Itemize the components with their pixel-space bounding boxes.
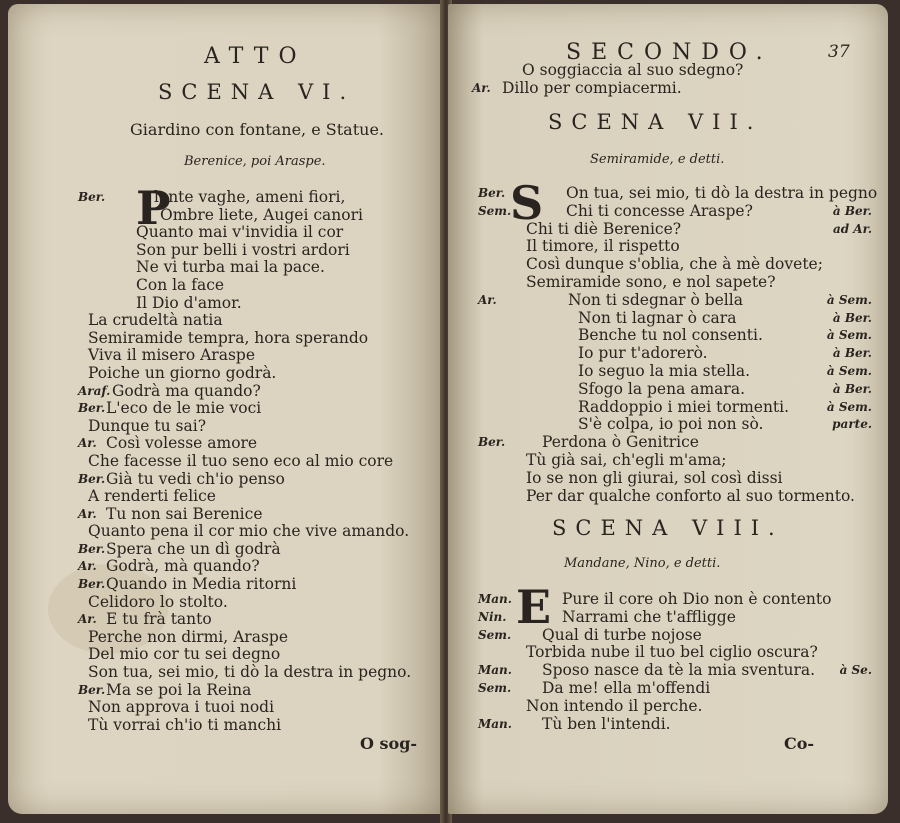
line-text: Tù ben l'intendi. bbox=[542, 714, 671, 733]
line-text: Semiramide tempra, hora sperando bbox=[88, 328, 369, 347]
stage-direction: à Sem. bbox=[826, 292, 872, 307]
verse-line bbox=[478, 644, 872, 662]
line-text: Del mio cor tu sei degno bbox=[88, 645, 281, 664]
verse-line bbox=[78, 594, 438, 612]
verse-line bbox=[78, 383, 438, 401]
verse-line bbox=[478, 363, 872, 381]
drop-capital: E bbox=[516, 580, 552, 634]
line-text: Ma se poi la Reina bbox=[106, 680, 252, 699]
verse-lines bbox=[478, 184, 878, 505]
line-text: S'è colpa, io poi non sò. bbox=[578, 415, 764, 434]
line-text: Viva il misero Araspe bbox=[88, 346, 255, 365]
scene-characters: Semiramide, e detti. bbox=[590, 152, 725, 167]
speaker-label: Ber. bbox=[78, 541, 106, 556]
line-text: Il Dio d'amor. bbox=[136, 293, 242, 312]
verse-line bbox=[478, 488, 872, 506]
verse-line bbox=[478, 434, 872, 452]
line-text: E tu frà tanto bbox=[106, 610, 212, 629]
verse-line bbox=[78, 418, 438, 436]
scene-characters: Berenice, poi Araspe. bbox=[184, 154, 326, 169]
stage-direction: à Ber. bbox=[832, 203, 872, 218]
speaker-label: Nin. bbox=[478, 609, 507, 624]
line-text: On tua, sei mio, ti dò la destra in pegno bbox=[566, 184, 878, 202]
verse-line bbox=[78, 664, 438, 682]
line-text: Non ti sdegnar ò bella bbox=[568, 290, 743, 309]
line-text: Quanto pena il cor mio che vive amando. bbox=[88, 522, 410, 541]
verse-line bbox=[78, 312, 438, 330]
line-text: Sfogo la pena amara. bbox=[578, 379, 745, 398]
verse-line bbox=[78, 295, 438, 313]
left-page bbox=[8, 4, 444, 814]
line-text: Sposo nasce da tè la mia sventura. bbox=[542, 661, 816, 680]
verse-line bbox=[478, 310, 872, 328]
speaker-label: Ber. bbox=[78, 682, 106, 697]
line-text: Tu non sai Berenice bbox=[106, 504, 263, 523]
line-text: lante vaghe, ameni fiori, bbox=[154, 188, 346, 206]
line-text: Spera che un dì godrà bbox=[106, 539, 281, 558]
scene-title: SCENA VII. bbox=[548, 110, 763, 134]
catchword: Co- bbox=[784, 734, 815, 753]
verse-line bbox=[478, 591, 872, 609]
speaker-label: Sem. bbox=[478, 680, 512, 695]
verse-line bbox=[78, 646, 438, 664]
line-text: Ne vi turba mai la pace. bbox=[136, 258, 325, 277]
scene-title: SCENA VI. bbox=[158, 80, 356, 104]
verse-line bbox=[78, 576, 438, 594]
stage-direction: parte. bbox=[832, 417, 872, 432]
verse-line bbox=[478, 609, 872, 627]
verse-line bbox=[472, 62, 872, 80]
line-text: La crudeltà natia bbox=[88, 311, 223, 330]
line-text: Dunque tu sai? bbox=[88, 416, 206, 435]
line-text: Quando in Media ritorni bbox=[106, 575, 297, 594]
verse-line bbox=[478, 221, 872, 239]
speaker-label: Ar. bbox=[478, 292, 497, 307]
continued-lines bbox=[472, 62, 872, 98]
line-text: Chi ti concesse Araspe? bbox=[566, 201, 753, 220]
line-text: Così volesse amore bbox=[106, 434, 258, 453]
verse-line bbox=[478, 274, 872, 292]
line-text: Pure il core oh Dio non è contento bbox=[562, 590, 832, 608]
verse-line bbox=[78, 541, 438, 559]
line-text: Poiche un giorno godrà. bbox=[88, 363, 277, 382]
line-text: Son tua, sei mio, ti dò la destra in pegno. bbox=[88, 663, 412, 682]
line-text: Celidoro lo stolto. bbox=[88, 592, 228, 611]
line-text: Per dar qualche conforto al suo tormento. bbox=[526, 486, 855, 505]
speaker-label: Ar. bbox=[472, 80, 491, 95]
verse-line bbox=[78, 699, 438, 717]
line-text: Non intendo il perche. bbox=[526, 696, 703, 715]
verse-line bbox=[478, 416, 872, 434]
verse-line bbox=[478, 698, 872, 716]
line-text: Perdona ò Genitrice bbox=[542, 433, 699, 452]
line-text: Raddoppio i miei tormenti. bbox=[578, 397, 790, 416]
speaker-label: Ar. bbox=[78, 612, 97, 627]
speaker-label: Sem. bbox=[478, 627, 512, 642]
drop-capital: S bbox=[510, 176, 544, 230]
speaker-label: Ar. bbox=[78, 559, 97, 574]
speaker-label: Ber. bbox=[78, 401, 106, 416]
line-text: Ombre liete, Augei canori bbox=[160, 205, 363, 224]
verse-line bbox=[78, 523, 438, 541]
verse-lines bbox=[78, 189, 438, 734]
speaker-label: Ber. bbox=[478, 435, 506, 450]
line-text: Godrà, mà quando? bbox=[106, 557, 260, 576]
speaker-label: Ber. bbox=[478, 186, 506, 200]
line-text: Non ti lagnar ò cara bbox=[578, 308, 737, 327]
stage-direction: à Se. bbox=[839, 663, 872, 678]
verse-line bbox=[478, 327, 872, 345]
speaker-label: Ber. bbox=[78, 471, 106, 486]
line-text: Torbida nube il tuo bel ciglio oscura? bbox=[526, 643, 818, 662]
verse-line bbox=[472, 80, 872, 98]
verse-line bbox=[78, 330, 438, 348]
speaker-label: Sem. bbox=[478, 203, 512, 218]
verse-line bbox=[478, 203, 872, 221]
verse-line bbox=[78, 435, 438, 453]
verse-line bbox=[78, 506, 438, 524]
line-text: Semiramide sono, e nol sapete? bbox=[526, 272, 776, 291]
line-text: Che facesse il tuo seno eco al mio core bbox=[88, 451, 394, 470]
line-text: Così dunque s'oblia, che à mè dovete; bbox=[526, 255, 823, 274]
page-number: 37 bbox=[828, 42, 850, 62]
line-text: Già tu vedi ch'io penso bbox=[106, 469, 285, 488]
stage-direction: à Sem. bbox=[826, 328, 872, 343]
speaker-label: Ber. bbox=[78, 577, 106, 592]
stage-direction: à Ber. bbox=[832, 310, 872, 325]
verse-line bbox=[78, 453, 438, 471]
speaker-label: Ar. bbox=[78, 506, 97, 521]
line-text: Tù vorrai ch'io ti manchi bbox=[88, 715, 282, 734]
verse-line bbox=[478, 470, 872, 488]
speaker-label: Man. bbox=[478, 716, 512, 731]
verse-line bbox=[78, 682, 438, 700]
scene-characters: Mandane, Nino, e detti. bbox=[564, 556, 721, 571]
line-text: Qual di turbe nojose bbox=[542, 625, 702, 644]
stage-direction: à Sem. bbox=[826, 363, 872, 378]
line-text: Con la face bbox=[136, 275, 225, 294]
stage-direction: ad Ar. bbox=[832, 221, 872, 236]
verse-line bbox=[78, 242, 438, 260]
verse-line bbox=[78, 717, 438, 735]
catchword: O sog- bbox=[360, 734, 418, 753]
stage-direction: à Ber. bbox=[832, 381, 872, 396]
speaker-label: Ar. bbox=[78, 436, 97, 451]
scene-setting: Giardino con fontane, e Statue. bbox=[130, 120, 384, 139]
verse-line bbox=[478, 256, 872, 274]
line-text: O soggiaccia al suo sdegno? bbox=[522, 61, 744, 79]
verse-line bbox=[78, 259, 438, 277]
stage-direction: à Ber. bbox=[832, 346, 872, 361]
scene-title: SCENA VIII. bbox=[552, 516, 784, 540]
verse-line bbox=[78, 400, 438, 418]
line-text: Narrami che t'affligge bbox=[562, 607, 736, 626]
right-page bbox=[448, 4, 888, 814]
line-text: Perche non dirmi, Araspe bbox=[88, 627, 288, 646]
verse-line bbox=[78, 629, 438, 647]
line-text: Benche tu nol consenti. bbox=[578, 326, 763, 345]
verse-line bbox=[478, 662, 872, 680]
line-text: Chi ti diè Berenice? bbox=[526, 219, 682, 238]
verse-line bbox=[78, 207, 438, 225]
verse-line bbox=[478, 452, 872, 470]
line-text: L'eco de le mie voci bbox=[106, 399, 262, 418]
line-text: Io seguo la mia stella. bbox=[578, 361, 751, 380]
speaker-label: Araf. bbox=[78, 383, 111, 398]
line-text: Io pur t'adorerò. bbox=[578, 344, 708, 363]
running-header: SECONDO. bbox=[566, 40, 773, 65]
verse-line bbox=[78, 558, 438, 576]
line-text: Son pur belli i vostri ardori bbox=[136, 240, 350, 259]
verse-line bbox=[78, 471, 438, 489]
line-text: Quanto mai v'invidia il cor bbox=[136, 223, 344, 242]
verse-line bbox=[478, 184, 878, 203]
speaker-label: Ber. bbox=[78, 190, 106, 204]
verse-line bbox=[478, 345, 872, 363]
line-text: Il timore, il rispetto bbox=[526, 237, 680, 256]
verse-line bbox=[78, 365, 438, 383]
running-header: ATTO bbox=[204, 44, 307, 69]
speaker-label: Man. bbox=[478, 592, 512, 606]
verse-line bbox=[78, 347, 438, 365]
verse-line bbox=[478, 292, 872, 310]
verse-line bbox=[478, 238, 872, 256]
line-text: Non approva i tuoi nodi bbox=[88, 698, 275, 717]
verse-line bbox=[478, 716, 872, 734]
verse-line bbox=[478, 381, 872, 399]
verse-line bbox=[78, 611, 438, 629]
line-text: Dillo per compiacermi. bbox=[502, 78, 682, 97]
verse-line bbox=[78, 224, 438, 242]
line-text: Da me! ella m'offendi bbox=[542, 678, 711, 697]
verse-line bbox=[478, 627, 872, 645]
verse-lines bbox=[478, 591, 872, 733]
speaker-label: Man. bbox=[478, 663, 512, 678]
stage-direction: à Sem. bbox=[826, 399, 872, 414]
verse-line bbox=[478, 680, 872, 698]
drop-capital: P bbox=[136, 181, 171, 235]
line-text: Io se non gli giurai, sol così dissi bbox=[526, 468, 783, 487]
verse-line bbox=[78, 189, 438, 207]
verse-line bbox=[78, 488, 438, 506]
verse-line bbox=[478, 399, 872, 417]
line-text: Tù già sai, ch'egli m'ama; bbox=[526, 450, 727, 469]
line-text: A renderti felice bbox=[88, 487, 216, 506]
line-text: Godrà ma quando? bbox=[112, 381, 261, 400]
verse-line bbox=[78, 277, 438, 295]
